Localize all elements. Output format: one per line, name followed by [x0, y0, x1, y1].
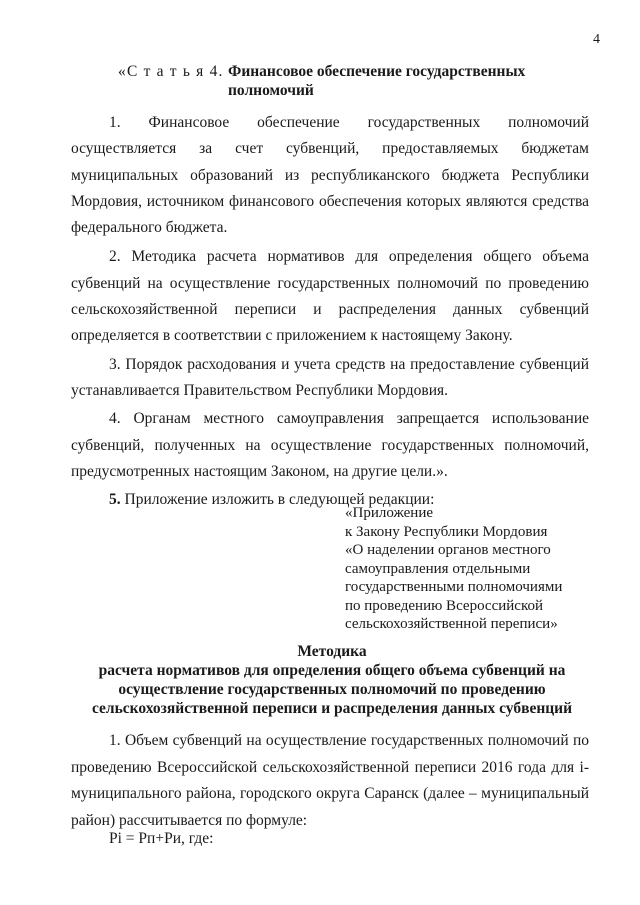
annex-line: «О наделении органов местного: [345, 542, 551, 558]
page-number: 4: [593, 32, 600, 47]
methodology-title-line: сельскохозяйственной переписи и распределения данных субвенций: [91, 700, 573, 717]
paragraph-1: 1. Финансовое обеспечение государственных полномочий осуществляется за счет субвенций, предоставляемых бюджетам муниципальных образований из республиканского бюджета Республики Мордовия, источником финансового обеспечения которых являются средства федерального бюджета.: [71, 114, 589, 237]
article-title: [228, 62, 528, 100]
annex-line: государственными полномочиями: [345, 579, 563, 595]
methodology-title-line: Методика: [297, 643, 367, 660]
article-title-line-2: полномочий: [228, 82, 314, 99]
paragraph-4: 4. Органам местного самоуправления запрещается использование субвенций, полученных на осуществление государственных полномочий, предусмотренных настоящим Законом, на другие цели.».: [71, 410, 589, 480]
item-5-text: Приложение изложить в следующей редакции:: [120, 491, 435, 509]
article-body: [71, 110, 589, 515]
methodology-body: [71, 728, 589, 834]
annex-line: к Закону Республики Мордовия: [345, 523, 548, 540]
article-heading: [118, 62, 548, 100]
item-5-number: 5.: [109, 491, 121, 509]
paragraph-3: 3. Порядок расходования и учета средств на предоставление субвенций устанавливается Правительством Республики Мордовия.: [71, 355, 589, 399]
paragraph-2: 2. Методика расчета нормативов для определения общего объема субвенций на осуществление государственных полномочий по проведению сельскохозяйственной переписи и распределения данных субвенций определяется в соответствии с приложением к настоящему Закону.: [71, 248, 589, 345]
article-title-line-1: Финансовое обеспечение государственных: [228, 63, 526, 80]
formula: Рi = Рп+Ри, где:: [109, 830, 214, 847]
annex-line: сельскохозяйственной переписи»: [345, 616, 558, 632]
methodology-title: [71, 642, 593, 718]
annex-line: самоуправления отдельными: [345, 560, 531, 577]
annex-line: «Приложение: [345, 505, 434, 521]
methodology-paragraph-1: 1. Объем субвенций на осуществление государственных полномочий по проведению Всероссийской сельскохозяйственной переписи 2016 года для i-муниципального района, городского округа Саранск (далее – муниципальный район) рассчитывается по формуле:: [71, 732, 589, 829]
annex-label: [345, 504, 595, 634]
methodology-title-line: осуществление государственных полномочий по проведению: [118, 681, 546, 698]
article-label: «С т а т ь я 4.: [118, 63, 224, 80]
annex-line: по проведению Всероссийской: [345, 597, 544, 614]
methodology-title-line: расчета нормативов для определения общего объема субвенций на: [98, 662, 566, 679]
